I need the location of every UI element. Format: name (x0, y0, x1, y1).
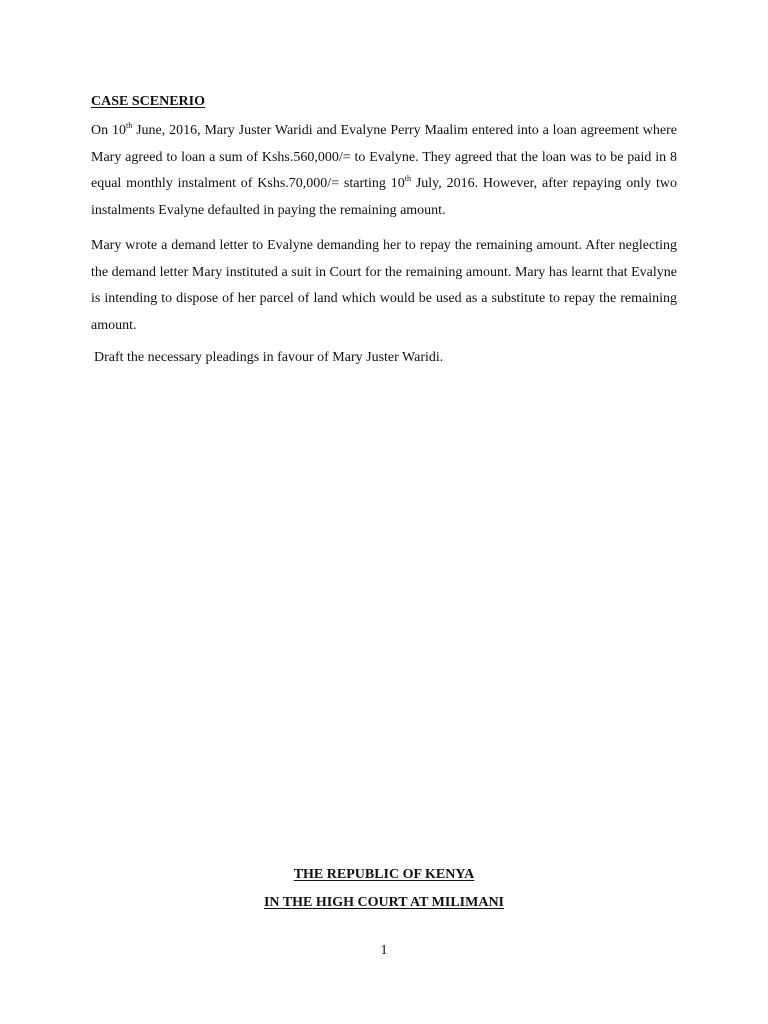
republic-title: THE REPUBLIC OF KENYA (293, 867, 475, 882)
case-paragraph-1 (91, 118, 677, 225)
page-number: 1 (380, 943, 388, 958)
para1-text-2: June, 2016, Mary Juster Waridi and Evalyne Perry Maalim entered into a loan agreement where Mary agreed to loan a sum of Kshs.560,000/= to Evalyne. They agreed that the loan was to be paid in 8 equal monthly instalment of Kshs.70,000/= starting 10 (91, 123, 677, 192)
case-heading: CASE SCENERIO (91, 94, 205, 109)
para1-superscript-1: th (125, 121, 133, 130)
court-title-block (0, 861, 768, 917)
case-scenario-section (91, 92, 677, 368)
para1-text-3: July, 2016. However, after repaying only two instalments Evalyne defaulted in paying the remaining amount. (91, 176, 677, 219)
case-paragraph-2: Mary wrote a demand letter to Evalyne demanding her to repay the remaining amount. After neglecting the demand letter Mary instituted a suit in Court for the remaining amount. Mary has learnt that Evalyne is intending to dispose of her parcel of land which would be used as a substitute to repay the remaining amount. (91, 237, 677, 333)
para1-superscript-2: th (404, 174, 411, 184)
para1-text-1: On 10 (91, 123, 126, 138)
case-instruction: Draft the necessary pleadings in favour of Mary Juster Waridi. (94, 349, 444, 365)
court-name: IN THE HIGH COURT AT MILIMANI (263, 895, 505, 910)
